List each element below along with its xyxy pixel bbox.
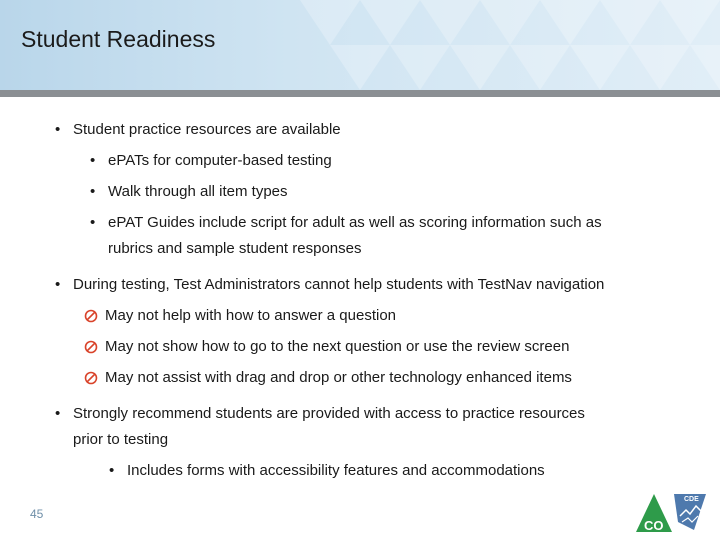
bullet-dot: •	[90, 214, 96, 231]
bullet-text: During testing, Test Administrators cannot help students with TestNav navigation	[73, 276, 605, 293]
bullet-dot: •	[90, 183, 96, 200]
prohibited-icon	[84, 371, 98, 385]
prohibited-icon	[84, 340, 98, 354]
prohibited-text: May not show how to go to the next question or use the review screen	[105, 338, 570, 355]
header-divider	[0, 90, 720, 97]
logo-top-text: CDE	[684, 496, 699, 503]
bullet-dot: •	[55, 121, 61, 138]
bullet-text: Strongly recommend students are provided with access to practice resources	[73, 405, 585, 422]
bullet-dot: •	[109, 462, 115, 479]
bullet-text: Walk through all item types	[108, 183, 288, 200]
bullet-text: Includes forms with accessibility features and accommodations	[127, 462, 545, 479]
prohibited-icon	[84, 309, 98, 323]
logo-main-text: CO	[644, 518, 664, 533]
bullet-text: prior to testing	[73, 431, 169, 448]
bullet-text: ePAT Guides include script for adult as well as scoring information such as	[108, 214, 602, 231]
page-title: Student Readiness	[21, 26, 216, 52]
prohibited-text: May not assist with drag and drop or other technology enhanced items	[105, 369, 572, 386]
slide-header	[0, 0, 720, 90]
page-number: 45	[30, 507, 44, 521]
bullet-text: Student practice resources are available	[73, 121, 341, 138]
bullet-dot: •	[90, 152, 96, 169]
bullet-dot: •	[55, 276, 61, 293]
bullet-text: rubrics and sample student responses	[108, 240, 362, 257]
cde-colorado-logo	[634, 492, 710, 534]
bullet-text: ePATs for computer-based testing	[108, 152, 332, 169]
prohibited-text: May not help with how to answer a question	[105, 307, 396, 324]
bullet-dot: •	[55, 405, 61, 422]
